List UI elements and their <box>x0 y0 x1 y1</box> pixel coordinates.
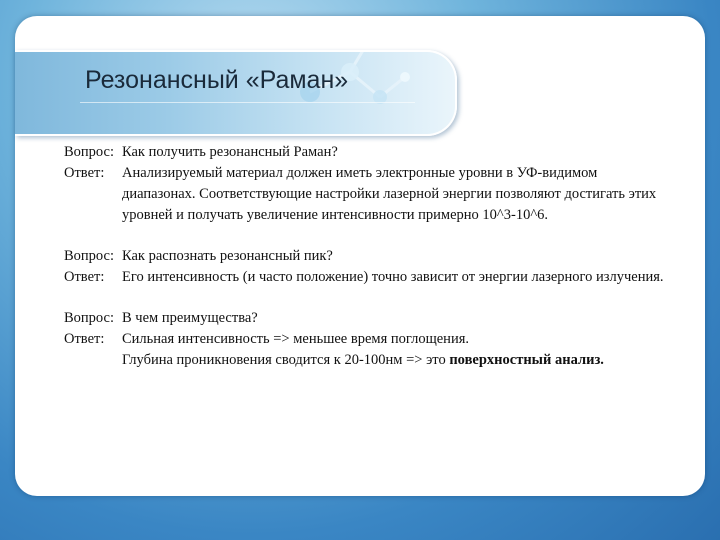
answer-row <box>64 267 664 288</box>
answer-label: Ответ: <box>64 331 105 347</box>
answer-label: Ответ: <box>64 165 105 181</box>
title-underline <box>80 102 415 103</box>
slide-title: Резонансный «Раман» <box>85 66 349 94</box>
answer-row <box>64 163 664 226</box>
answer-continuation <box>64 350 664 371</box>
answer-text: Сильная интенсивность => меньшее время поглощения. <box>122 331 469 347</box>
question-label: Вопрос: <box>64 248 115 264</box>
qa-block-1 <box>64 142 664 226</box>
answer-line2-text: Глубина проникновения сводится к 20-100нм => это <box>122 352 450 368</box>
question-text: В чем преимущества? <box>122 310 258 326</box>
slide-content <box>64 142 664 391</box>
answer-row <box>64 329 664 350</box>
qa-block-2 <box>64 246 664 288</box>
question-text: Как получить резонансный Раман? <box>122 144 338 160</box>
question-text: Как распознать резонансный пик? <box>122 248 333 264</box>
answer-text: Анализируемый материал должен иметь электронные уровни в УФ-видимом диапазонах. Соответствующие настройки лазерной энергии позволяют достигать этих уровней и получать увеличение интенсивности примерно 10^3-10^6. <box>122 165 657 223</box>
question-row <box>64 246 664 267</box>
question-row <box>64 142 664 163</box>
question-row <box>64 308 664 329</box>
answer-text: Его интенсивность (и часто положение) точно зависит от энергии лазерного излучения. <box>122 269 664 285</box>
question-label: Вопрос: <box>64 144 115 160</box>
answer-label: Ответ: <box>64 269 105 285</box>
answer-line2-emphasis: поверхностный анализ. <box>449 352 604 368</box>
qa-block-3 <box>64 308 664 371</box>
question-label: Вопрос: <box>64 310 115 326</box>
